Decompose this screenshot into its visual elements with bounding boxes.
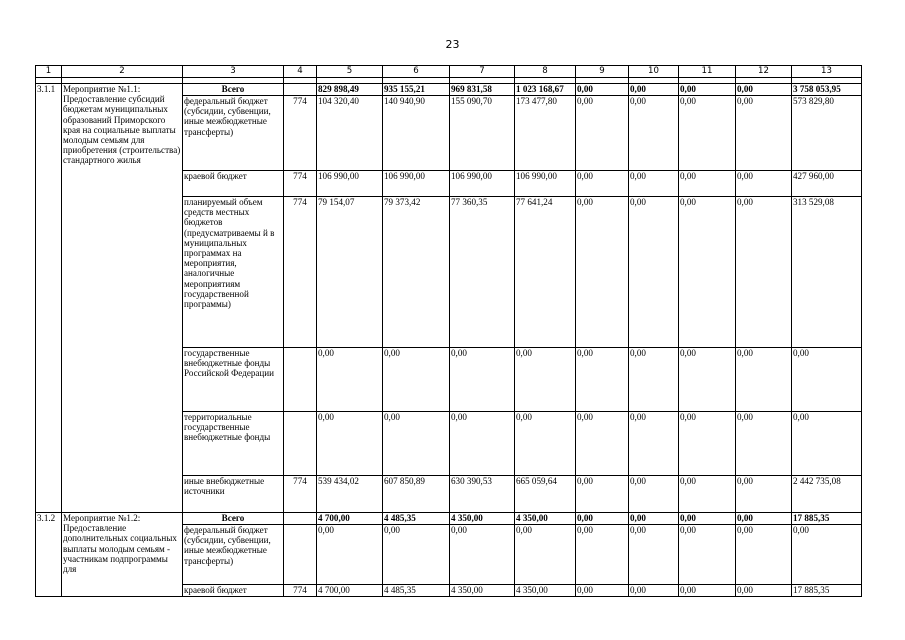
- total-amount-cell: 17 885,35: [792, 513, 862, 525]
- year-amount-cell: 4 485,35: [383, 585, 450, 597]
- year-amount-cell: 0,00: [576, 84, 629, 96]
- year-amount-cell: 173 477,80: [515, 96, 576, 171]
- year-amount-cell: 969 831,58: [450, 84, 515, 96]
- year-amount-cell: 0,00: [576, 197, 629, 348]
- measure-total-row: [36, 513, 862, 525]
- year-amount-cell: 79 373,42: [383, 197, 450, 348]
- year-amount-cell: 0,00: [736, 412, 792, 476]
- year-amount-cell: 0,00: [736, 348, 792, 412]
- year-amount-cell: 0,00: [736, 476, 792, 513]
- year-amount-cell: 4 350,00: [450, 513, 515, 525]
- year-amount-cell: 4 700,00: [317, 585, 383, 597]
- year-amount-cell: 0,00: [450, 412, 515, 476]
- total-amount-cell: 2 442 735,08: [792, 476, 862, 513]
- year-amount-cell: 0,00: [679, 476, 736, 513]
- funding-source-label: территориальные государственные внебюджетные фонды: [183, 412, 284, 476]
- total-amount-cell: 427 960,00: [792, 171, 862, 197]
- year-amount-cell: 0,00: [576, 96, 629, 171]
- year-amount-cell: 4 350,00: [450, 585, 515, 597]
- budget-code: [284, 525, 317, 585]
- measure-description: Предоставление субсидий бюджетам муниципальных образований Приморского края на социальные выплаты молодым семьям для приобретения (строительства) стандартного жилья: [63, 94, 181, 166]
- year-amount-cell: 829 898,49: [317, 84, 383, 96]
- year-amount-cell: 0,00: [679, 348, 736, 412]
- year-amount-cell: 0,00: [576, 412, 629, 476]
- year-amount-cell: 0,00: [317, 348, 383, 412]
- year-amount-cell: 79 154,07: [317, 197, 383, 348]
- year-amount-cell: 4 350,00: [515, 513, 576, 525]
- year-amount-cell: 77 360,35: [450, 197, 515, 348]
- measure-title: [62, 84, 183, 513]
- budget-code: 774: [284, 585, 317, 597]
- year-amount-cell: 104 320,40: [317, 96, 383, 171]
- year-amount-cell: 0,00: [736, 513, 792, 525]
- total-amount-cell: 0,00: [792, 525, 862, 585]
- column-number-10: 10: [629, 66, 679, 78]
- year-amount-cell: 0,00: [629, 476, 679, 513]
- column-number-1: 1: [36, 66, 62, 78]
- budget-code: 774: [284, 171, 317, 197]
- funding-source-label: планируемый объем средств местных бюджетов (предусматриваемы й в муниципальных программах на мероприятия, аналогичные мероприятиям государственной программы): [183, 197, 284, 348]
- year-amount-cell: 0,00: [515, 525, 576, 585]
- year-amount-cell: 77 641,24: [515, 197, 576, 348]
- year-amount-cell: 1 023 168,67: [515, 84, 576, 96]
- budget-code: [284, 348, 317, 412]
- year-amount-cell: 0,00: [679, 84, 736, 96]
- year-amount-cell: 0,00: [317, 412, 383, 476]
- total-amount-cell: 3 758 053,95: [792, 84, 862, 96]
- measure-number: 3.1.2: [36, 513, 62, 597]
- column-number-3: 3: [183, 66, 284, 78]
- column-number-12: 12: [736, 66, 792, 78]
- year-amount-cell: 0,00: [629, 84, 679, 96]
- year-amount-cell: 0,00: [576, 171, 629, 197]
- page-number: 23: [445, 38, 460, 51]
- year-amount-cell: 106 990,00: [383, 171, 450, 197]
- year-amount-cell: 4 485,35: [383, 513, 450, 525]
- year-amount-cell: 155 090,70: [450, 96, 515, 171]
- year-amount-cell: 0,00: [679, 412, 736, 476]
- measure-heading: Мероприятие №1.1:: [63, 84, 141, 94]
- budget-table: [35, 65, 862, 597]
- total-amount-cell: 0,00: [792, 412, 862, 476]
- measure-total-row: [36, 84, 862, 96]
- year-amount-cell: 0,00: [736, 96, 792, 171]
- year-amount-cell: 0,00: [317, 525, 383, 585]
- column-number-11: 11: [679, 66, 736, 78]
- year-amount-cell: 0,00: [679, 96, 736, 171]
- column-number-8: 8: [515, 66, 576, 78]
- year-amount-cell: 4 700,00: [317, 513, 383, 525]
- year-amount-cell: 0,00: [736, 525, 792, 585]
- year-amount-cell: 539 434,02: [317, 476, 383, 513]
- year-amount-cell: 0,00: [629, 585, 679, 597]
- column-number-5: 5: [317, 66, 383, 78]
- year-amount-cell: 607 850,89: [383, 476, 450, 513]
- year-amount-cell: 0,00: [576, 525, 629, 585]
- year-amount-cell: 0,00: [629, 412, 679, 476]
- year-amount-cell: 0,00: [629, 513, 679, 525]
- year-amount-cell: 0,00: [576, 513, 629, 525]
- budget-code: [284, 513, 317, 525]
- year-amount-cell: 0,00: [629, 525, 679, 585]
- column-number-9: 9: [576, 66, 629, 78]
- measure-heading: Мероприятие №1.2:: [63, 513, 141, 523]
- year-amount-cell: 0,00: [736, 585, 792, 597]
- year-amount-cell: 106 990,00: [317, 171, 383, 197]
- year-amount-cell: 0,00: [383, 348, 450, 412]
- year-amount-cell: 935 155,21: [383, 84, 450, 96]
- year-amount-cell: 0,00: [629, 96, 679, 171]
- measure-title: [62, 513, 183, 597]
- column-number-6: 6: [383, 66, 450, 78]
- year-amount-cell: 0,00: [383, 412, 450, 476]
- funding-source-label: государственные внебюджетные фонды Российской Федерации: [183, 348, 284, 412]
- budget-code: 774: [284, 96, 317, 171]
- funding-source-label: краевой бюджет: [183, 171, 284, 197]
- year-amount-cell: 0,00: [679, 525, 736, 585]
- total-amount-cell: 313 529,08: [792, 197, 862, 348]
- column-number-7: 7: [450, 66, 515, 78]
- year-amount-cell: 0,00: [736, 171, 792, 197]
- year-amount-cell: 106 990,00: [450, 171, 515, 197]
- year-amount-cell: 0,00: [629, 171, 679, 197]
- total-amount-cell: 17 885,35: [792, 585, 862, 597]
- column-number-row: [36, 66, 862, 78]
- year-amount-cell: 0,00: [679, 585, 736, 597]
- budget-code: [284, 84, 317, 96]
- funding-source-label: федеральный бюджет (субсидии, субвенции, иные межбюджетные трансферты): [183, 525, 284, 585]
- funding-source-label: иные внебюджетные источники: [183, 476, 284, 513]
- budget-code: [284, 412, 317, 476]
- year-amount-cell: 4 350,00: [515, 585, 576, 597]
- funding-source-label: Всего: [183, 513, 284, 525]
- total-amount-cell: 0,00: [792, 348, 862, 412]
- year-amount-cell: 0,00: [679, 513, 736, 525]
- budget-code: 774: [284, 476, 317, 513]
- year-amount-cell: 0,00: [383, 525, 450, 585]
- year-amount-cell: 106 990,00: [515, 171, 576, 197]
- year-amount-cell: 0,00: [576, 348, 629, 412]
- column-number-4: 4: [284, 66, 317, 78]
- year-amount-cell: 0,00: [629, 197, 679, 348]
- measure-description: Предоставление дополнительных социальных выплаты молодым семьям - участникам подпрограммы для: [63, 523, 177, 575]
- year-amount-cell: 0,00: [450, 348, 515, 412]
- year-amount-cell: 0,00: [629, 348, 679, 412]
- year-amount-cell: 0,00: [679, 197, 736, 348]
- year-amount-cell: 0,00: [515, 348, 576, 412]
- year-amount-cell: 0,00: [450, 525, 515, 585]
- year-amount-cell: 0,00: [736, 84, 792, 96]
- year-amount-cell: 0,00: [576, 476, 629, 513]
- year-amount-cell: 630 390,53: [450, 476, 515, 513]
- year-amount-cell: 0,00: [576, 585, 629, 597]
- year-amount-cell: 140 940,90: [383, 96, 450, 171]
- year-amount-cell: 0,00: [515, 412, 576, 476]
- measure-number: 3.1.1: [36, 84, 62, 513]
- year-amount-cell: 0,00: [679, 171, 736, 197]
- funding-source-label: федеральный бюджет (субсидии, субвенции, иные межбюджетные трансферты): [183, 96, 284, 171]
- year-amount-cell: 665 059,64: [515, 476, 576, 513]
- column-number-2: 2: [62, 66, 183, 78]
- column-number-13: 13: [792, 66, 862, 78]
- total-amount-cell: 573 829,80: [792, 96, 862, 171]
- funding-source-label: краевой бюджет: [183, 585, 284, 597]
- funding-source-label: Всего: [183, 84, 284, 96]
- year-amount-cell: 0,00: [736, 197, 792, 348]
- budget-code: 774: [284, 197, 317, 348]
